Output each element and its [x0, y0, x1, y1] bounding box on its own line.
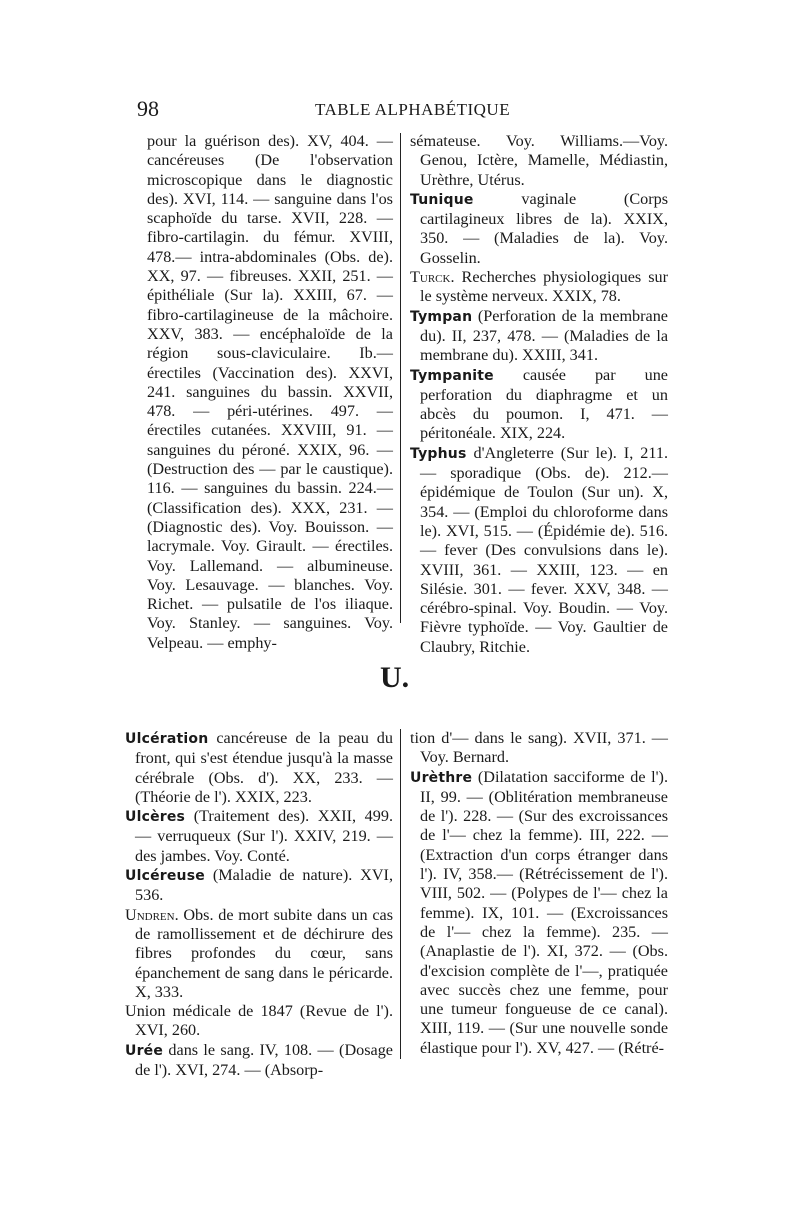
index-entry	[125, 729, 393, 807]
entry-text: tion d'— dans le sang). XVII, 371. — Voy. Bernard.	[410, 729, 668, 767]
running-title: TABLE ALPHABÉTIQUE	[315, 100, 511, 119]
entry-text: dans le sang. IV, 108. — (Dosage de l'). XVI, 274. — (Absorp-	[135, 1040, 393, 1080]
index-entry	[410, 444, 668, 657]
entry-head: Ulcères	[125, 809, 186, 826]
entry-head: Urée	[125, 1042, 164, 1059]
entry-text: (Traitement des). XXII, 499. — verruqueux (Sur l'). XXIV, 219. — des jambes. Voy. Conté.	[135, 807, 393, 865]
entry-text: sémateuse. Voy. Williams.—Voy. Genou, Ictère, Mamelle, Médiastin, Urèthre, Utérus.	[410, 132, 668, 189]
index-entry	[125, 1041, 393, 1081]
entry-text: Recherches physiologiques sur le système nerveux. XXIX, 78.	[420, 268, 668, 306]
entry-text: (Dilatation sacciforme de l'). II, 99. — (Oblitération membraneuse de l'). 228. — (Sur des excroissances de l'— chez la femme). III, 222. — (Extraction d'un corps étranger dans l'). IV, 358.— (Rétrécissement de l'). VIII, 502. — (Polypes de l'— chez la femme). IX, 101. — (Excroissances de l'— chez la femme). 235. — (Anaplastie de l'). XI, 372. — (Obs. d'excision complète de l'—, pratiquée avec succès chez une femme, pour une tumeur fongueuse de ce canal). XIII, 119. — (Sur une nouvelle sonde élastique pour l'). XV, 427. — (Rétré-	[420, 767, 668, 1057]
entry-head: Ulcération	[125, 731, 209, 747]
entry-text: (Perforation de la membrane du). II, 237, 478. — (Maladies de la membrane du). XXIII, 341.	[420, 306, 668, 365]
index-entry	[125, 1002, 393, 1041]
entry-text: Obs. de mort subite dans un cas de ramollissement et de déchirure des fibres profondes du cœur, sans épanchement de sang dans le péricarde. X, 333.	[135, 905, 393, 1001]
index-entry	[125, 807, 393, 866]
page-number: 98	[137, 96, 159, 121]
entry-head: Turck.	[410, 268, 455, 287]
column-divider-top	[400, 133, 401, 623]
entry-text: causée par une perforation du diaphragme et un abcès du poumon. I, 471. — péritonéale. XIX, 224.	[420, 365, 668, 443]
entry-head: Tympanite	[410, 367, 494, 384]
entry-text: vaginale (Corps cartilagineux libres de la). XXIX, 350. — (Maladies de la). Voy. Gosselin.	[420, 189, 668, 267]
index-column-2	[410, 132, 668, 657]
index-entry	[410, 268, 668, 307]
index-entry	[410, 729, 668, 768]
entry-head: Tunique	[410, 191, 474, 208]
entry-head: Typhus	[410, 445, 467, 462]
index-entry	[125, 906, 393, 1002]
column-divider-bottom	[400, 729, 401, 1059]
index-entry	[410, 768, 668, 1058]
entry-head: Undren.	[125, 905, 179, 924]
continued-entry: pour la guérison des). XV, 404. — cancéreuses (De l'observation microscopique dans le diagnostic des). XVI, 114. — sanguine dans l'os scaphoïde du tarse. XVII, 228. — fibro-cartilagin. du fémur. XVIII, 478.— intra-abdominales (Obs. de). XX, 97. — fibreuses. XXII, 251. — épithéliale (Sur la). XXIII, 67. — fibro-cartilagineuse de la mâchoire. XXV, 383. — encéphaloïde de la région sous-claviculaire. Ib.— érectiles (Vaccination des). XXVI, 241. sanguines du bassin. XXVII, 478. — péri-utérines. 497. — érectiles cutanées. XXVIII, 91. — sanguines du péroné. XXIX, 96. — (Destruction des — par le caustique). 116. — sanguines du bassin. 224.— (Classification des). XXX, 231. — (Diagnostic des). Voy. Bouisson. — lacrymale. Voy. Girault. — érectiles. Voy. Lallemand. — albumineuse. Voy. Lesauvage. — blanches. Voy. Richet. — pulsatile de l'os iliaque. Voy. Stanley. — sanguines. Voy. Velpeau. — emphy-	[147, 132, 393, 652]
index-entry	[125, 866, 393, 906]
entry-text: Union médicale de 1847 (Revue de l'). XVI, 260.	[125, 1002, 393, 1040]
index-entry	[410, 132, 668, 190]
entry-head: Tympan	[410, 308, 473, 325]
entry-text: cancéreuse de la peau du front, qui s'est étendue jusqu'à la masse cérébrale (Obs. d'). XX, 233. — (Théorie de l'). XXIX, 223.	[135, 729, 393, 806]
index-column-1	[147, 132, 393, 653]
index-entry	[410, 366, 668, 444]
page-header	[0, 96, 800, 122]
entry-text: d'Angleterre (Sur le). I, 211. — sporadique (Obs. de). 212.— épidémique de Toulon (Sur un). X, 354. — (Emploi du chloroforme dans le). XVI, 515. — (Épidémie de). 516. — fever (Des convulsions dans le). XVIII, 361. — XXIII, 123. — en Silésie. 301. — fever. XXV, 348. — cérébro-spinal. Voy. Boudin. — Voy. Fièvre typhoïde. — Voy. Gaultier de Claubry, Ritchie.	[420, 443, 668, 656]
index-entry	[410, 190, 668, 268]
section-letter-heading: U.	[380, 661, 410, 694]
entry-head: Ulcéreuse	[125, 868, 205, 885]
index-column-4	[410, 729, 668, 1058]
entry-text: (Maladie de nature). XVI, 536.	[135, 866, 393, 905]
index-entry	[410, 307, 668, 366]
index-column-3	[125, 729, 393, 1080]
entry-head: Urèthre	[410, 769, 473, 786]
